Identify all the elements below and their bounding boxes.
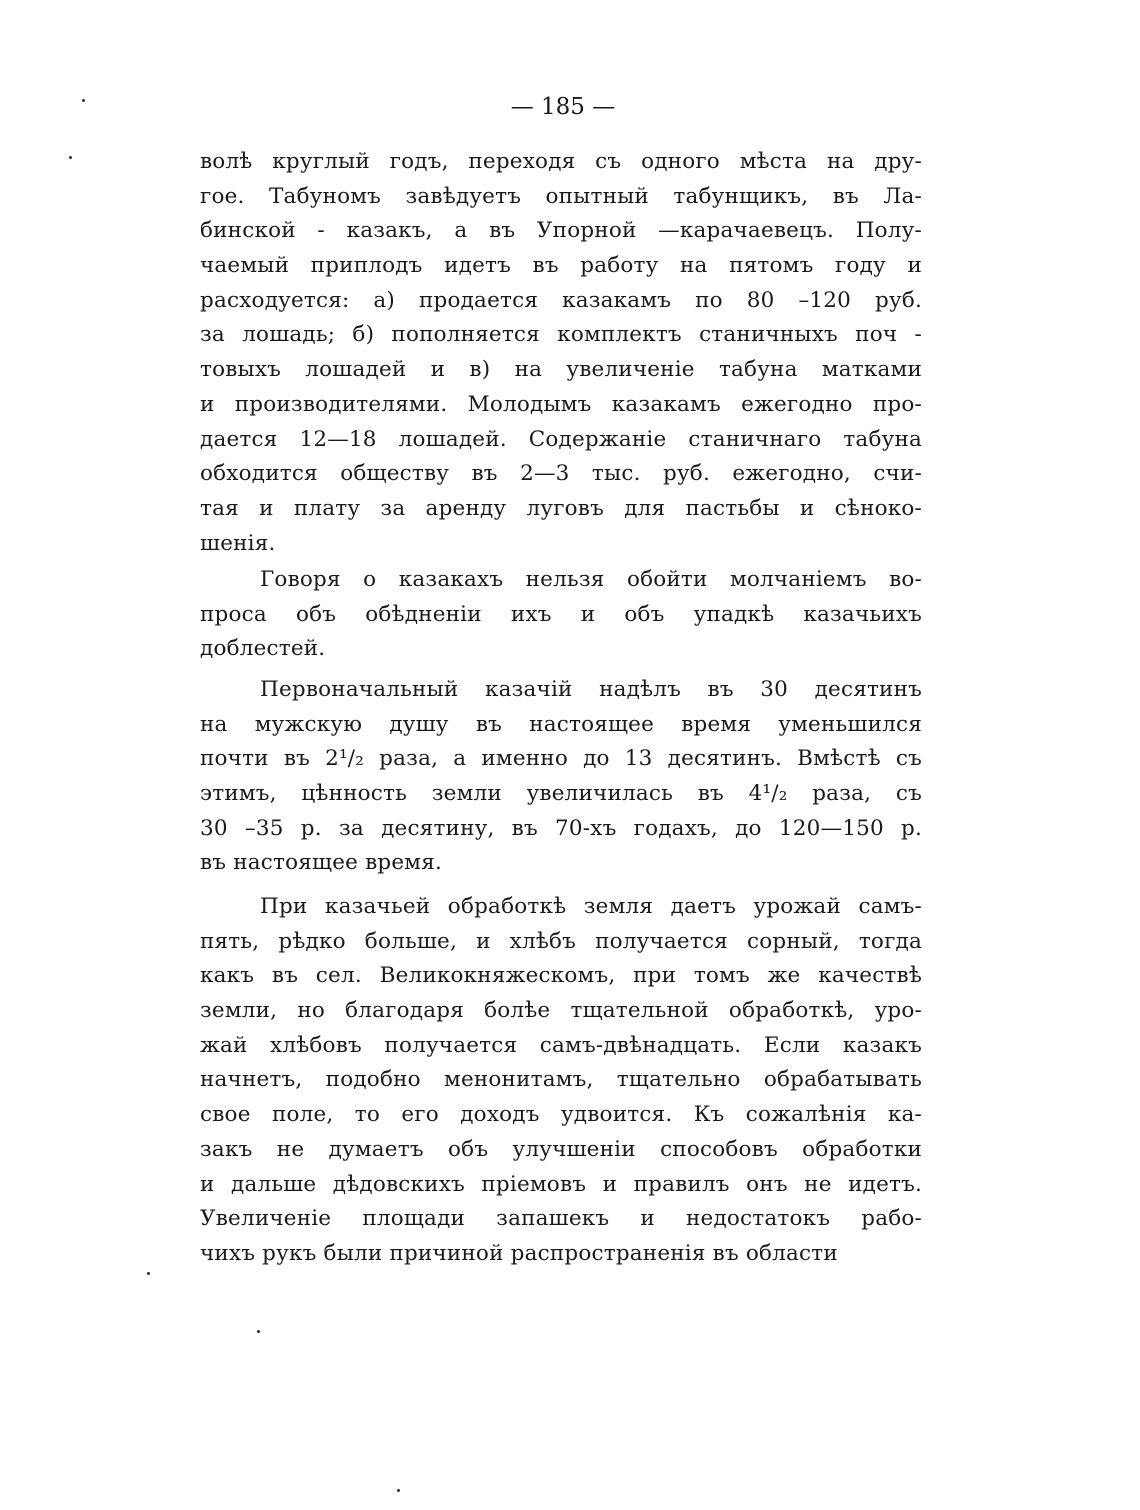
text-line: въ настоящее время. — [200, 850, 442, 876]
text-line: чихъ рукъ были причиной распространенія въ области — [200, 1240, 838, 1266]
paragraph-3 — [200, 673, 922, 881]
text-line: Первоначальный казачій надѣлъ въ 30 десятинъ — [260, 677, 922, 702]
text-line: проса объ обѣдненіи ихъ и объ упадкѣ казачьихъ — [200, 601, 922, 627]
text-line: гое. Табуномъ завѣдуетъ опытный табунщикъ, въ Ла- — [200, 183, 922, 209]
paragraph-4 — [200, 890, 922, 1272]
scan-speck — [397, 1489, 400, 1492]
text-line: пять, рѣдко больше, и хлѣбъ получается сорный, тогда — [200, 928, 922, 954]
text-line: за лошадь; б) пополняется комплектъ станичныхъ поч - — [200, 322, 922, 348]
scan-speck — [69, 156, 72, 159]
text-line: шенія. — [200, 530, 276, 556]
text-line: начнетъ, подобно менонитамъ, тщательно обрабатывать — [200, 1067, 922, 1093]
text-line: товыхъ лошадей и в) на увеличеніе табуна матками — [200, 357, 922, 383]
paragraph-1 — [200, 145, 922, 561]
paragraph-2 — [200, 563, 922, 667]
text-line: этимъ, цѣнность земли увеличилась въ 4¹/₂ раза, съ — [200, 781, 922, 807]
text-line: на мужскую душу въ настоящее время уменьшился — [200, 711, 922, 737]
text-line: доблестей. — [200, 636, 326, 662]
scan-speck — [82, 99, 85, 102]
text-line: обходится обществу въ 2—3 тыс. руб. ежегодно, счи- — [200, 461, 922, 487]
text-line: тая и плату за аренду луговъ для пастьбы и сѣноко- — [200, 495, 922, 521]
text-line: земли, но благодаря болѣе тщательной обработкѣ, уро- — [200, 998, 922, 1024]
scan-speck — [257, 1330, 260, 1333]
text-line: какъ въ сел. Великокняжескомъ, при томъ же качествѣ — [200, 963, 922, 989]
text-line: волѣ круглый годъ, переходя съ одного мѣста на дру- — [200, 149, 922, 174]
text-line: почти въ 2¹/₂ раза, а именно до 13 десятинъ. Вмѣстѣ съ — [200, 746, 922, 772]
text-line: закъ не думаетъ объ улучшеніи способовъ обработки — [200, 1136, 922, 1162]
text-line: жай хлѣбовъ получается самъ-двѣнадцать. Если казакъ — [200, 1032, 922, 1058]
text-line: Увеличеніе площади запашекъ и недостатокъ рабо- — [200, 1206, 922, 1232]
text-line: чаемый приплодъ идетъ въ работу на пятомъ году и — [200, 253, 922, 279]
text-line: При казачьей обработкѣ земля даетъ урожай самъ- — [260, 894, 922, 919]
text-line: и дальше дѣдовскихъ пріемовъ и правилъ онъ не идетъ. — [200, 1171, 922, 1197]
page-number: — 185 — — [510, 94, 616, 120]
text-line: расходуется: а) продается казакамъ по 80 –120 руб. — [200, 287, 922, 313]
scan-speck — [147, 1272, 150, 1275]
text-line: 30 –35 р. за десятину, въ 70-хъ годахъ, до 120—150 р. — [200, 815, 922, 841]
text-line: Говоря о казакахъ нельзя обойти молчаніемъ во- — [260, 567, 922, 592]
text-line: и производителями. Молодымъ казакамъ ежегодно про- — [200, 391, 922, 417]
text-line: свое поле, то его доходъ удвоится. Къ сожалѣнія ка- — [200, 1102, 922, 1128]
text-line: дается 12—18 лошадей. Содержаніе станичнаго табуна — [200, 426, 922, 452]
text-line: бинской - казакъ, а въ Упорной —карачаевецъ. Полу- — [200, 218, 922, 244]
